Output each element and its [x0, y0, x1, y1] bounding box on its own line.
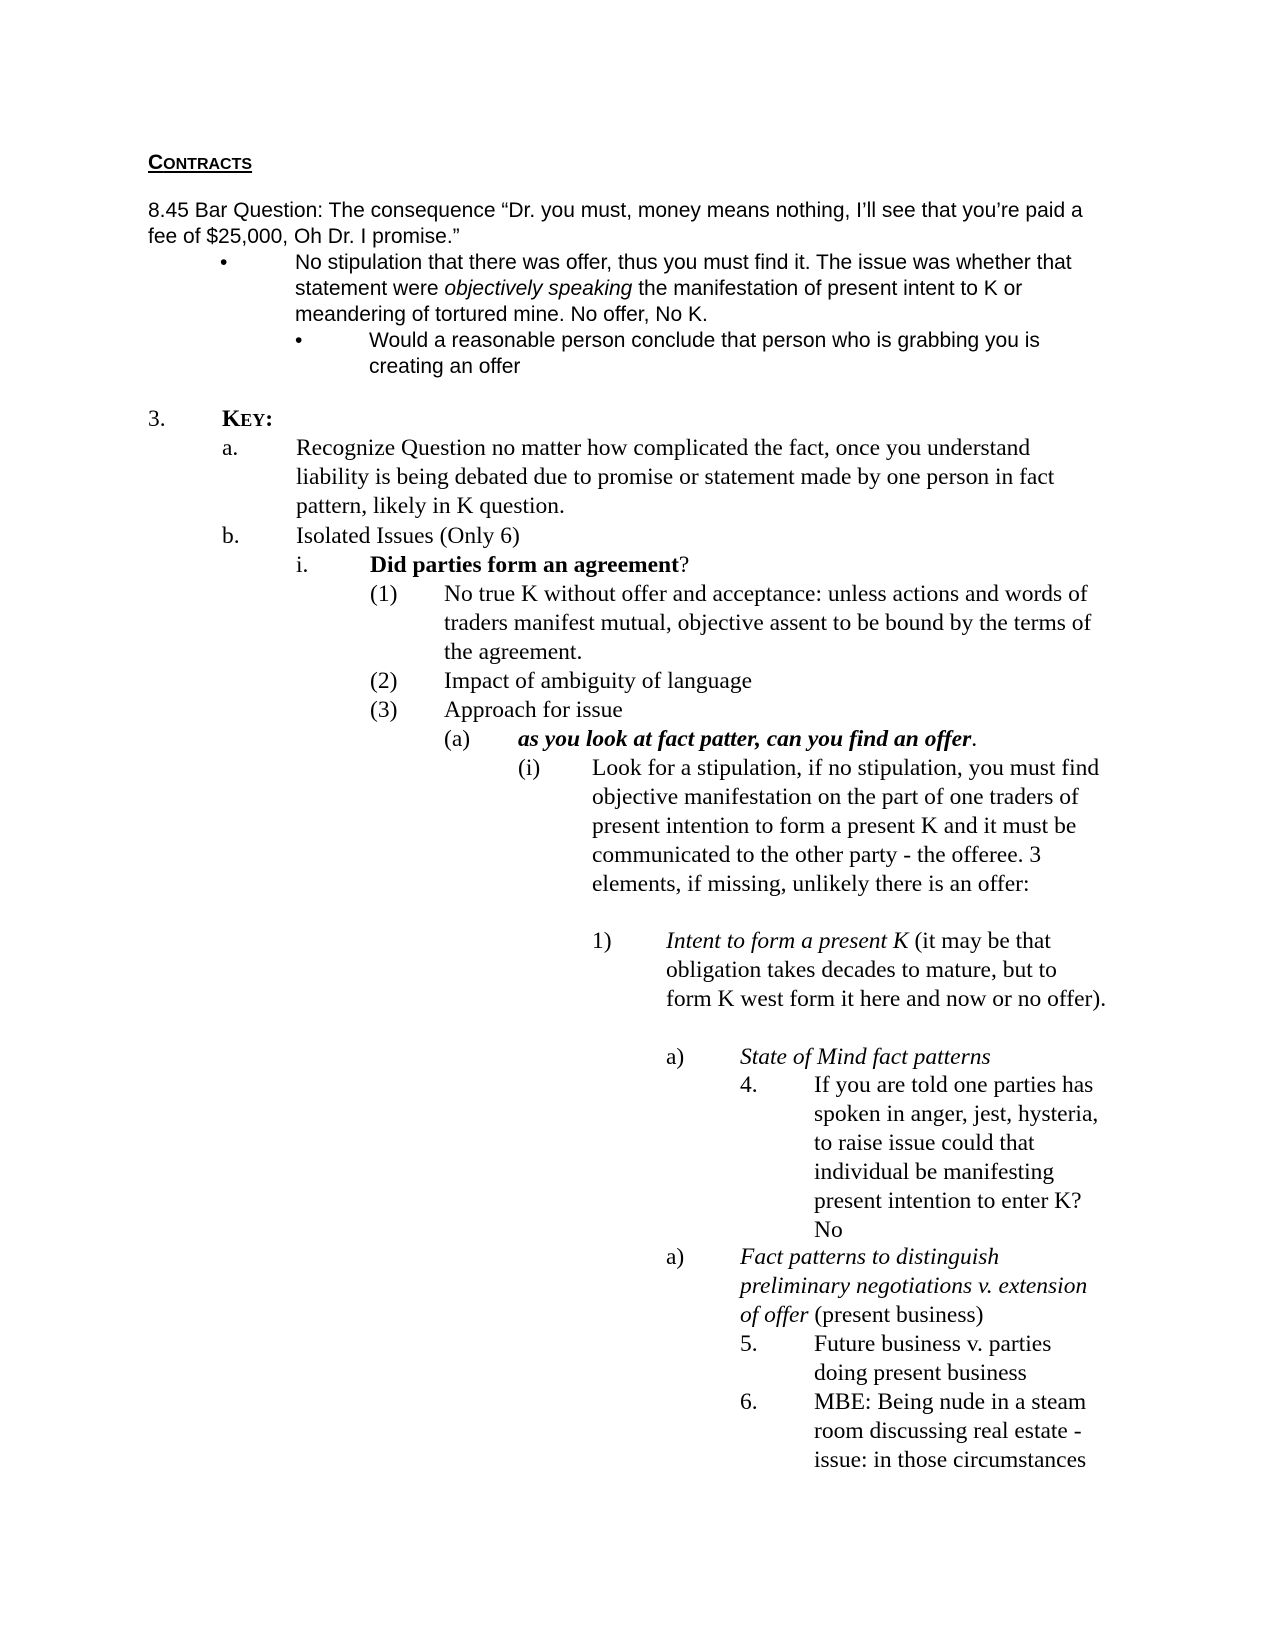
bar-question: 8.45 Bar Question: The consequence “Dr. you must, money means nothing, I’ll see that you’re paid a fee of $25,000, Oh Dr. I promise.”: [148, 199, 1083, 248]
outline-marker: a.: [222, 435, 239, 461]
outline-item-6: [148, 1388, 1108, 1475]
outline-text: Impact of ambiguity of language: [444, 668, 753, 694]
outline-marker: 1): [592, 928, 612, 954]
outline-item-i: [148, 551, 1098, 580]
outline-text: Recognize Question no matter how complicated the fact, once you understand liability is being debated due to promise or statement made by one person in fact pattern, likely in K question.: [296, 435, 1055, 519]
outline-marker: (a): [444, 726, 471, 752]
outline-item-a3: [148, 1043, 1108, 1072]
outline-text: Isolated Issues (Only 6): [296, 523, 520, 549]
outline-item-4: [148, 1071, 1108, 1245]
outline-item-a2: [148, 725, 1098, 754]
outline-text: Fact patterns to distinguish preliminary negotiations v. extension of offer (present business): [740, 1244, 1088, 1328]
outline-marker: a): [666, 1244, 685, 1270]
outline-text: No true K without offer and acceptance: unless actions and words of traders manifest mutual, objective assent to be bound by the terms of the agreement.: [444, 581, 1092, 665]
outline-text: MBE: Being nude in a steam room discussing real estate - issue: in those circumstances: [814, 1389, 1087, 1473]
section-3: [148, 405, 1098, 435]
bullet-icon: •: [295, 329, 303, 352]
outline-marker: a): [666, 1044, 685, 1070]
section-number: 3.: [148, 406, 166, 432]
outline-text: State of Mind fact patterns: [740, 1044, 991, 1070]
outline-marker: (i): [518, 755, 541, 781]
title-first-letter: C: [148, 151, 164, 174]
outline-item-1: [148, 580, 1098, 667]
bullet-icon: •: [220, 251, 228, 274]
outline-marker: 5.: [740, 1331, 758, 1357]
outline-marker: 4.: [740, 1072, 758, 1098]
title-rest: ONTRACTS: [163, 156, 253, 173]
outline-text: Approach for issue: [444, 697, 623, 723]
bullet-item-2: [148, 328, 1088, 380]
outline-item-a4: [148, 1243, 1108, 1330]
page-title: [148, 150, 252, 178]
outline-marker: b.: [222, 523, 240, 549]
outline-text: Look for a stipulation, if no stipulation, you must find objective manifestation on the part of one traders of present intention to form a present K and it must be communicated to the other party - the offeree. 3 elements, if missing, unlikely there is an offer:: [592, 755, 1100, 897]
outline-marker: (2): [370, 668, 398, 694]
bullet-1-text: No stipulation that there was offer, thus you must find it. The issue was whether that statement were objectively speaking the manifestation of present intent to K or meandering of tortured mine. No offer, No K.: [295, 251, 1072, 326]
outline-marker: i.: [296, 552, 309, 578]
outline-item-3: [148, 696, 1098, 725]
outline-item-i2: [148, 754, 1108, 899]
outline-item-2: [148, 667, 1098, 696]
section-heading: KEY:: [222, 406, 274, 432]
outline-marker: (3): [370, 697, 398, 723]
outline-marker: 6.: [740, 1389, 758, 1415]
bullet-item-1: [148, 250, 1088, 328]
outline-text: Intent to form a present K (it may be that obligation takes decades to mature, but to form K west form it here and now or no offer).: [666, 928, 1107, 1012]
bullet-2-text: Would a reasonable person conclude that person who is grabbing you is creating an offer: [369, 329, 1040, 378]
outline-marker: (1): [370, 581, 398, 607]
outline-text: Did parties form an agreement?: [370, 552, 690, 578]
outline-item-5: [148, 1330, 1108, 1388]
outline-text: If you are told one parties has spoken in anger, jest, hysteria, to raise issue could that individual be manifesting present intention to enter K? No: [814, 1072, 1099, 1243]
outline-text: as you look at fact patter, can you find an offer.: [518, 726, 978, 752]
outline-item-b: [148, 522, 1098, 551]
outline-item-a: [148, 434, 1098, 521]
outline-text: Future business v. parties doing present business: [814, 1331, 1052, 1386]
outline-item-1b: [148, 927, 1108, 1014]
